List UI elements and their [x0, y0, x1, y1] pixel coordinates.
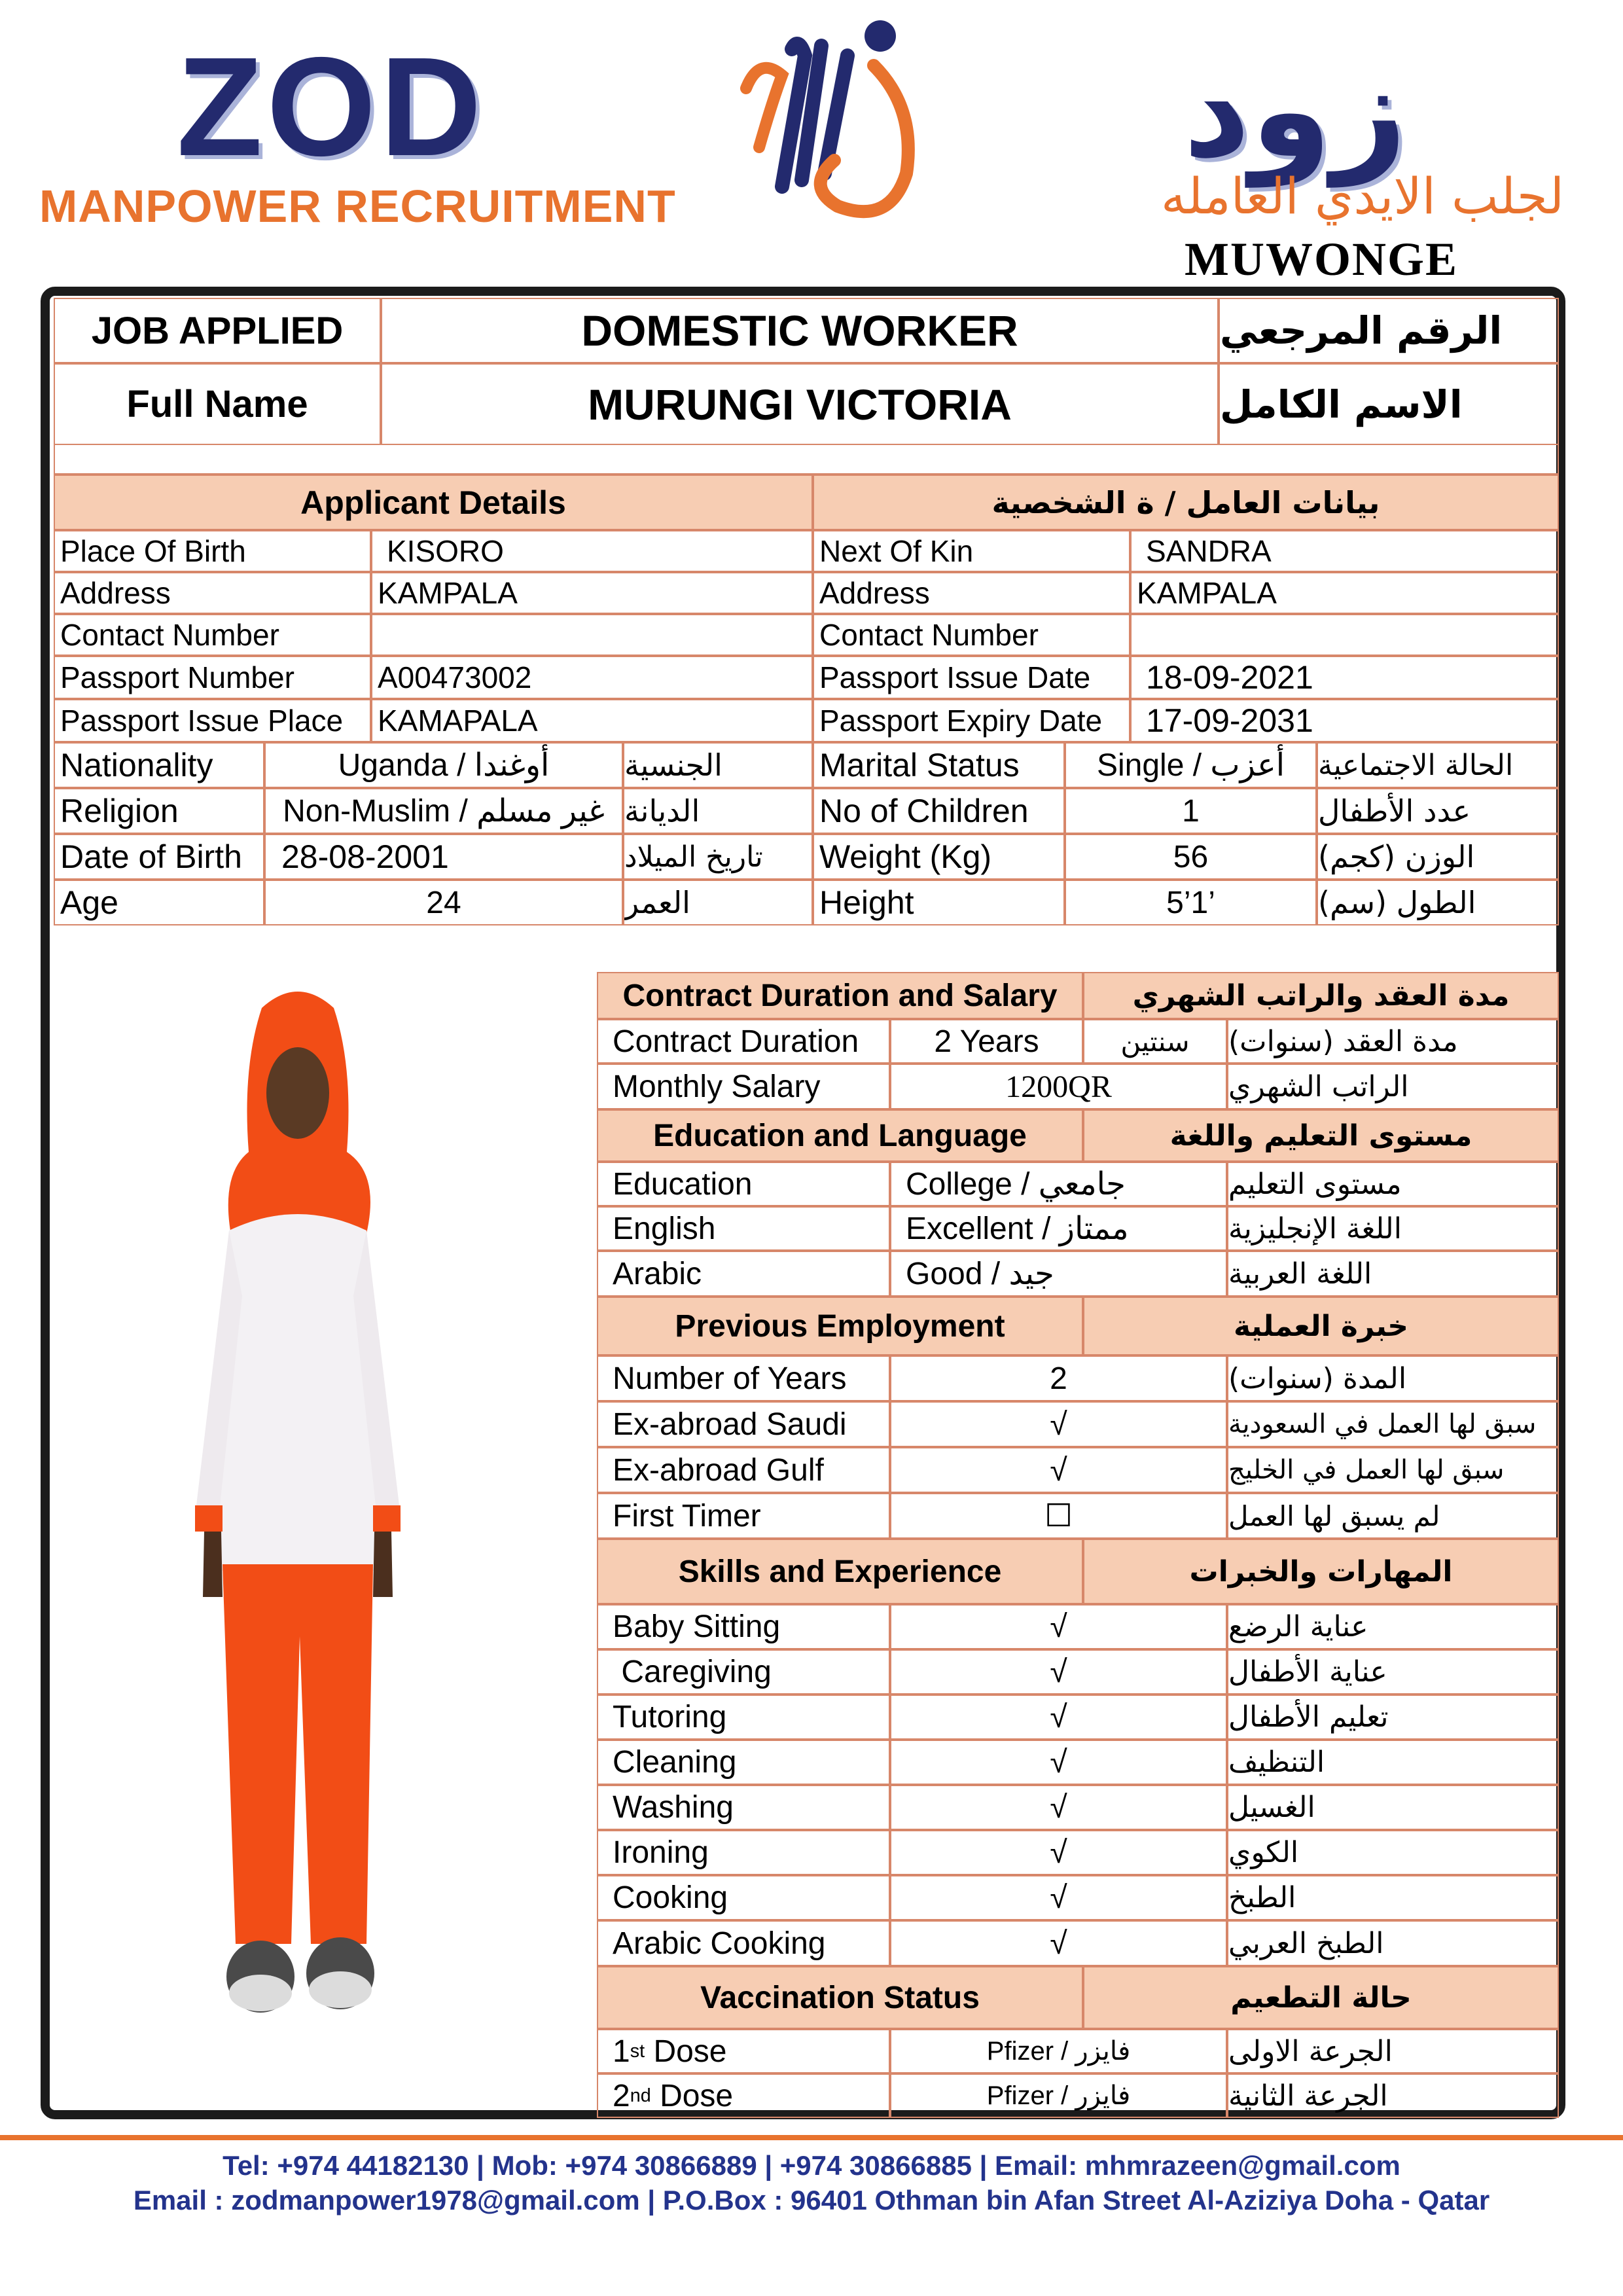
contract-duration-label: Contract Duration — [597, 1019, 890, 1064]
arabic-label-arabic: اللغة العربية — [1227, 1251, 1559, 1297]
nationality-label-arabic: الجنسية — [623, 742, 813, 788]
kin-contact-number-label: Contact Number — [813, 614, 1130, 656]
monthly-salary-value: 1200QR — [890, 1064, 1227, 1109]
passport-expiry-date-value: 17-09-2031 — [1130, 699, 1559, 742]
height-value: 5’1’ — [1065, 880, 1317, 925]
skill-label-arabic: الغسيل — [1227, 1785, 1559, 1830]
dose-2-number: 2 — [613, 2078, 630, 2113]
full-name-label-arabic: الاسم الكامل — [1219, 363, 1559, 445]
children-label: No of Children — [813, 788, 1065, 834]
ex-saudi-label-arabic: سبق لها العمل في السعودية — [1227, 1401, 1559, 1447]
dose-1-word: Dose — [645, 2034, 727, 2069]
dose-1-value: Pfizer / فايزر — [890, 2029, 1227, 2073]
first-timer-label-arabic: لم يسبق لها العمل — [1227, 1493, 1559, 1539]
skill-check-icon: √ — [890, 1649, 1227, 1695]
skill-label-arabic: الطبخ العربي — [1227, 1920, 1559, 1966]
arabic-value: Good / جيد — [890, 1251, 1227, 1297]
passport-issue-place-value: KAMAPALA — [371, 699, 813, 742]
height-label: Height — [813, 880, 1065, 925]
spacer-row — [54, 445, 1559, 475]
dose-1-number: 1 — [613, 2034, 630, 2069]
contact-number-value — [371, 614, 813, 656]
first-timer-checkbox-icon: ☐ — [890, 1493, 1227, 1539]
skill-label-arabic: الكوي — [1227, 1830, 1559, 1875]
passport-expiry-date-label: Passport Expiry Date — [813, 699, 1130, 742]
skill-label-arabic: عناية الأطفال — [1227, 1649, 1559, 1695]
religion-label: Religion — [54, 788, 264, 834]
full-name-label: Full Name — [54, 363, 381, 445]
date-of-birth-label: Date of Birth — [54, 834, 264, 880]
passport-number-label: Passport Number — [54, 656, 371, 699]
years-label: Number of Years — [597, 1355, 890, 1401]
height-label-arabic: الطول (سم) — [1317, 880, 1559, 925]
skill-label: Tutoring — [597, 1695, 890, 1740]
vaccination-heading: Vaccination Status — [597, 1966, 1083, 2029]
dose-2-label — [597, 2073, 890, 2118]
children-label-arabic: عدد الأطفال — [1317, 788, 1559, 834]
applicant-details-heading: Applicant Details — [54, 475, 813, 530]
dose-1-suffix: st — [630, 2040, 645, 2062]
religion-label-arabic: الديانة — [623, 788, 813, 834]
address-label: Address — [54, 572, 371, 614]
brand-logo-text: ZOD — [177, 27, 486, 185]
job-applied-label-arabic: الرقم المرجعي — [1219, 298, 1559, 363]
education-value: College / جامعي — [890, 1162, 1227, 1206]
next-of-kin-label: Next Of Kin — [813, 530, 1130, 572]
brand-tagline: MANPOWER RECRUITMENT — [39, 181, 676, 232]
brand-logo-arabic: زود — [1183, 35, 1407, 187]
dose-2-value: Pfizer / فايزر — [890, 2073, 1227, 2118]
skill-check-icon: √ — [890, 1830, 1227, 1875]
skill-check-icon: √ — [890, 1785, 1227, 1830]
weight-label: Weight (Kg) — [813, 834, 1065, 880]
kin-contact-number-value — [1130, 614, 1559, 656]
nationality-value: Uganda / أوغندا — [264, 742, 623, 788]
education-heading-arabic: مستوى التعليم واللغة — [1083, 1109, 1559, 1162]
passport-issue-date-label: Passport Issue Date — [813, 656, 1130, 699]
date-of-birth-label-arabic: تاريخ الميلاد — [623, 834, 813, 880]
dose-2-word: Dose — [651, 2078, 734, 2113]
dose-1-label — [597, 2029, 890, 2073]
dose-2-label-arabic: الجرعة الثانية — [1227, 2073, 1559, 2118]
employment-heading: Previous Employment — [597, 1297, 1083, 1355]
date-of-birth-value: 28-08-2001 — [264, 834, 623, 880]
full-name-value: MURUNGI VICTORIA — [381, 363, 1219, 445]
skill-check-icon: √ — [890, 1695, 1227, 1740]
footer-address-line: Email : zodmanpower1978@gmail.com | P.O.Box : 96401 Othman bin Afan Street Al-Aziziya Doha - Qatar — [133, 2185, 1490, 2215]
marital-status-label-arabic: الحالة الاجتماعية — [1317, 742, 1559, 788]
contact-number-label: Contact Number — [54, 614, 371, 656]
skill-label: Baby Sitting — [597, 1604, 890, 1649]
contract-duration-label-arabic: مدة العقد (سنوات) — [1227, 1019, 1559, 1064]
weight-label-arabic: الوزن (كجم) — [1317, 834, 1559, 880]
ex-saudi-label: Ex-abroad Saudi — [597, 1401, 890, 1447]
marital-status-value: Single / أعزب — [1065, 742, 1317, 788]
kin-address-label: Address — [813, 572, 1130, 614]
skill-label-arabic: التنظيف — [1227, 1740, 1559, 1785]
skill-label-arabic: تعليم الأطفال — [1227, 1695, 1559, 1740]
skill-check-icon: √ — [890, 1920, 1227, 1966]
skill-label: Cleaning — [597, 1740, 890, 1785]
job-applied-value: DOMESTIC WORKER — [381, 298, 1219, 363]
education-heading: Education and Language — [597, 1109, 1083, 1162]
skill-label: Washing — [597, 1785, 890, 1830]
job-applied-label: JOB APPLIED — [54, 298, 381, 363]
first-timer-label: First Timer — [597, 1493, 890, 1539]
place-of-birth-label: Place Of Birth — [54, 530, 371, 572]
ex-saudi-check-icon: √ — [890, 1401, 1227, 1447]
education-label-arabic: مستوى التعليم — [1227, 1162, 1559, 1206]
vaccination-heading-arabic: حالة التطعيم — [1083, 1966, 1559, 2029]
years-label-arabic: المدة (سنوات) — [1227, 1355, 1559, 1401]
age-label-arabic: العمر — [623, 880, 813, 925]
footer-divider — [0, 2135, 1623, 2140]
ex-gulf-check-icon: √ — [890, 1447, 1227, 1493]
arabic-label: Arabic — [597, 1251, 890, 1297]
skills-heading: Skills and Experience — [597, 1539, 1083, 1604]
years-value: 2 — [890, 1355, 1227, 1401]
age-value: 24 — [264, 880, 623, 925]
dose-1-label-arabic: الجرعة الاولى — [1227, 2029, 1559, 2073]
skill-check-icon: √ — [890, 1875, 1227, 1920]
skill-label-arabic: الطبخ — [1227, 1875, 1559, 1920]
contract-duration-value-arabic: سنتين — [1083, 1019, 1227, 1064]
monthly-salary-label-arabic: الراتب الشهري — [1227, 1064, 1559, 1109]
skill-label: Arabic Cooking — [597, 1920, 890, 1966]
children-value: 1 — [1065, 788, 1317, 834]
english-label: English — [597, 1206, 890, 1251]
nationality-label: Nationality — [54, 742, 264, 788]
brand-emblem-icon — [720, 10, 929, 232]
skill-label: Caregiving — [597, 1649, 890, 1695]
marital-status-label: Marital Status — [813, 742, 1065, 788]
applicant-details-heading-arabic: بيانات العامل / ة الشخصية — [813, 475, 1559, 530]
english-value: Excellent / ممتاز — [890, 1206, 1227, 1251]
age-label: Age — [54, 880, 264, 925]
applicant-photo — [190, 982, 406, 2022]
religion-value: Non-Muslim / غير مسلم — [264, 788, 623, 834]
ex-gulf-label: Ex-abroad Gulf — [597, 1447, 890, 1493]
place-of-birth-value: KISORO — [371, 530, 813, 572]
skills-heading-arabic: المهارات والخبرات — [1083, 1539, 1559, 1604]
skill-label: Cooking — [597, 1875, 890, 1920]
skill-check-icon: √ — [890, 1604, 1227, 1649]
footer-contact-line: Tel: +974 44182130 | Mob: +974 30866889 | +974 30866885 | Email: mhmrazeen@gmail.com — [223, 2150, 1400, 2181]
weight-value: 56 — [1065, 834, 1317, 880]
contract-duration-value: 2 Years — [890, 1019, 1083, 1064]
kin-address-value: KAMPALA — [1130, 572, 1559, 614]
contract-heading-arabic: مدة العقد والراتب الشهري — [1083, 972, 1559, 1019]
education-label: Education — [597, 1162, 890, 1206]
skill-label: Ironing — [597, 1830, 890, 1875]
applicant-surname: MUWONGE — [1185, 233, 1458, 285]
contract-heading: Contract Duration and Salary — [597, 972, 1083, 1019]
brand-tagline-arabic: لجلب الايدي العامله — [1160, 167, 1564, 225]
address-value: KAMPALA — [371, 572, 813, 614]
skill-label-arabic: عناية الرضع — [1227, 1604, 1559, 1649]
dose-2-suffix: nd — [630, 2085, 651, 2106]
passport-issue-date-value: 18-09-2021 — [1130, 656, 1559, 699]
next-of-kin-value: SANDRA — [1130, 530, 1559, 572]
passport-issue-place-label: Passport Issue Place — [54, 699, 371, 742]
ex-gulf-label-arabic: سبق لها العمل في الخليج — [1227, 1447, 1559, 1493]
skill-check-icon: √ — [890, 1740, 1227, 1785]
employment-heading-arabic: خبرة العملية — [1083, 1297, 1559, 1355]
english-label-arabic: اللغة الإنجليزية — [1227, 1206, 1559, 1251]
monthly-salary-label: Monthly Salary — [597, 1064, 890, 1109]
passport-number-value: A00473002 — [371, 656, 813, 699]
